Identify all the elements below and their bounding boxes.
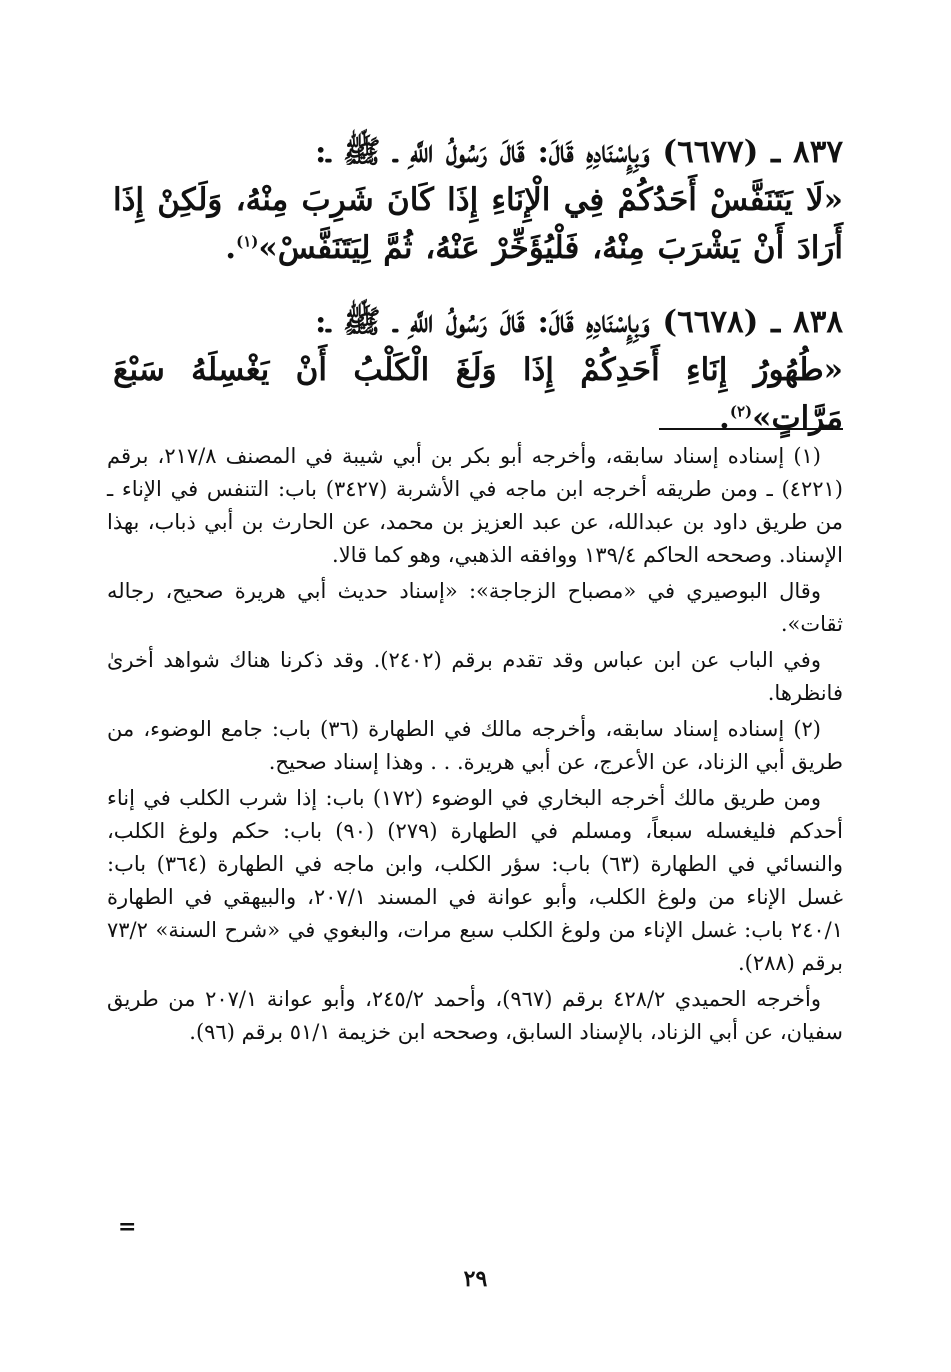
hadith-text: «لَا يَتَنَفَّسْ أَحَدُكُمْ فِي الْإِنَاءِ إِذَا كَانَ شَرِبَ مِنْهُ، وَلَكِنْ إِذَا أَرَادَ أَنْ يَشْرَبَ مِنْهُ، فَلْيُؤَخِّرْ عَنْهُ، ثُمَّ لِيَتَنَفَّسْ»: [113, 182, 843, 266]
page-number: ٢٩: [463, 1266, 488, 1292]
footnote-paragraph: وأخرجه الحميدي ٤٢٨/٢ برقم (٩٦٧)، وأحمد ٢٤٥/٢، وأبو عوانة ٢٠٧/١ من طريق سفيان، عن أبي الزناد، بالإسناد السابق، وصححه ابن خزيمة ٥١/١ برقم (٩٦).: [107, 987, 843, 1044]
footnote-paragraph: (٢) إسناده إسناد سابقه، وأخرجه مالك في الطهارة (٣٦) باب: جامع الوضوء، من طريق أبي الزناد، عن الأعرج، عن أبي هريرة. . . وهذا إسناد صحيح.: [107, 717, 843, 774]
continuation-mark: =: [118, 1214, 137, 1240]
footnote-reference: (١): [236, 232, 259, 251]
hadith-837: [113, 128, 843, 272]
footnotes: [107, 440, 843, 1052]
hadith-838: [113, 298, 843, 442]
hadith-end: .: [225, 230, 237, 266]
footnote-paragraph: وفي الباب عن ابن عباس وقد تقدم برقم (٢٤٠٢). وقد ذكرنا هناك شواهد أخرىٰ فانظرها.: [107, 648, 843, 705]
footnote-paragraph: وقال البوصيري في «مصباح الزجاجة»: «إسناد حديث أبي هريرة صحيح، رجاله ثقات».: [107, 579, 843, 636]
footnote-divider: [659, 428, 843, 430]
footnote-paragraph: (١) إسناده إسناد سابقه، وأخرجه أبو بكر بن أبي شيبة في المصنف ٢١٧/٨، برقم (٤٢٢١) ـ ومن طريقه أخرجه ابن ماجه في الأشربة (٣٤٢٧) باب: التنفس في الإناء ـ من طريق داود بن عبدالله، عن عبد العزيز بن محمد، عن الحارث بن أبي ذباب، بهذا الإسناد. وصححه الحاكم ١٣٩/٤ ووافقه الذهبي، وهو كما قالا.: [107, 444, 843, 567]
hadith-text-block: [113, 176, 843, 272]
hadith-heading: ٨٣٨ ـ (٦٦٧٨) وَبِإِسْنَادِهِ قَالَ: قَالَ رَسُولُ اللَّهِ ـ ﷺ ـ:: [315, 304, 843, 340]
footnote-paragraph: ومن طريق مالك أخرجه البخاري في الوضوء (١٧٢) باب: إذا شرب الكلب في إناء أحدكم فليغسله سبعاً، ومسلم في الطهارة (٢٧٩) (٩٠) باب: حكم ولوغ الكلب، والنسائي في الطهارة (٦٣) باب: سؤر الكلب، وابن ماجه في الطهارة (٣٦٤) باب: غسل الإناء من ولوغ الكلب، وأبو عوانة في المسند ٢٠٧/١، والبيهقي في الطهارة ٢٤٠/١ باب: غسل الإناء من ولوغ الكلب سبع مرات، والبغوي في «شرح السنة» ٧٣/٢ برقم (٢٨٨).: [107, 786, 843, 975]
hadith-heading: ٨٣٧ ـ (٦٦٧٧) وَبِإِسْنَادِهِ قَالَ: قَالَ رَسُولُ اللَّهِ ـ ﷺ ـ:: [315, 134, 843, 170]
footnote-reference: (٢): [729, 402, 753, 421]
hadith-text: «طُهُورُ إِنَاءِ أَحَدِكُمْ إِذَا وَلَغَ الْكَلْبُ أَنْ يَغْسِلَهُ سَبْعَ مَرَّاتٍ»: [113, 352, 843, 436]
hadith-end: .: [719, 400, 730, 436]
